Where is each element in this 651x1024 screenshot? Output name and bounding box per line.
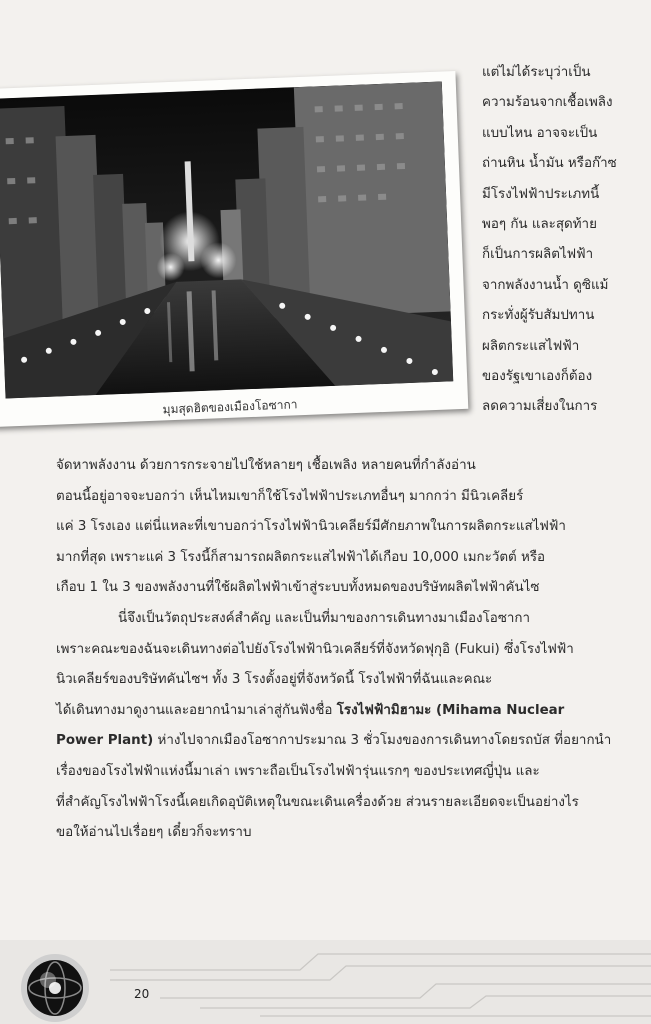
- photo-caption: มุมสุดฮิตของเมืองโอซากา: [162, 397, 298, 417]
- text-run: ได้เดินทางมาดูงานและอยากนำมาเล่าสู่กันฟังชื่อ: [56, 702, 337, 718]
- text-line: ที่สำคัญโรงไฟฟ้าโรงนี้เคยเกิดอุบัติเหตุในขณะเดินเครื่องด้วย ส่วนรายละเอียดจะเป็นอย่างไร: [56, 794, 579, 810]
- text-line: เกือบ 1 ใน 3 ของพลังงานที่ใช้ผลิตไฟฟ้าเข้าสู่ระบบทั้งหมดของบริษัทผลิตไฟฟ้าคันไซ: [56, 580, 540, 596]
- text-line: [56, 726, 636, 757]
- text-line: มากที่สุด เพราะแค่ 3 โรงนี้ก็สามารถผลิตกระแสไฟฟ้าได้เกือบ 10,000 เมกะวัตต์ หรือ: [56, 549, 546, 565]
- photo-card: [0, 71, 468, 427]
- text-line: ความร้อนจากเชื้อเพลิง: [482, 95, 613, 111]
- text-line: ถ่านหิน น้ำมัน หรือก๊าซ: [482, 156, 617, 172]
- text-line: แค่ 3 โรงเอง แต่นี่แหละที่เขาบอกว่าโรงไฟฟ้านิวเคลียร์มีศักยภาพในการผลิตกระแสไฟฟ้า: [56, 519, 566, 535]
- body-text: [56, 451, 636, 849]
- text-line: เรื่องของโรงไฟฟ้าแห่งนี้มาเล่า เพราะถือเป็นโรงไฟฟ้ารุ่นแรกๆ ของประเทศญี่ปุ่น และ: [56, 763, 540, 779]
- plant-name-bold: โรงไฟฟ้ามิฮามะ (Mihama Nuclear: [336, 702, 565, 718]
- text-line: มีโรงไฟฟ้าประเภทนี้: [482, 186, 600, 202]
- text-line: ก็เป็นการผลิตไฟฟ้า: [482, 247, 594, 263]
- text-line: ลดความเสี่ยงในการ: [482, 399, 598, 415]
- atom-globe-logo-icon: [21, 954, 89, 1022]
- text-line: กระทั่งผู้รับสัมปทาน: [482, 308, 595, 324]
- paragraph-start-line: นี่จึงเป็นวัตถุประสงค์สำคัญ และเป็นที่มาของการเดินทางมาเมืองโอซากา: [118, 610, 531, 626]
- page-footer: [0, 940, 651, 1024]
- text-line: จากพลังงานน้ำ ดูซิแม้: [482, 277, 609, 293]
- text-line: ผลิตกระแสไฟฟ้า: [482, 338, 580, 354]
- text-line: แต่ไม่ได้ระบุว่าเป็น: [482, 65, 591, 80]
- text-line: นิวเคลียร์ของบริษัทคันไซฯ ทั้ง 3 โรงตั้งอยู่ที่จังหวัดนี้ โรงไฟฟ้าที่ฉันและคณะ: [56, 672, 493, 688]
- circuit-decoration: [0, 940, 651, 1024]
- text-line: ตอนนี้อยู่อาจจะบอกว่า เห็นไหมเขาก็ใช้โรงไฟฟ้าประเภทอื่นๆ มากกว่า มีนิวเคลียร์: [56, 488, 524, 504]
- text-line: เพราะคณะของฉันจะเดินทางต่อไปยังโรงไฟฟ้านิวเคลียร์ที่จังหวัดฟุกุอิ (Fukui) ซึ่งโรงไฟฟ้า: [56, 641, 574, 657]
- text-line: ของรัฐเขาเองก็ต้อง: [482, 368, 593, 384]
- osaka-canal-photo: [0, 82, 453, 399]
- text-line: [56, 696, 636, 727]
- text-line: จัดหาพลังงาน ด้วยการกระจายไปใช้หลายๆ เชื้อเพลิง หลายคนที่กำลังอ่าน: [56, 458, 476, 473]
- side-column-text: [482, 58, 642, 423]
- text-run: ห่างไปจากเมืองโอซากาประมาณ 3 ชั่วโมงของการเดินทางโดยรถบัส ที่อยากนำ: [153, 733, 612, 749]
- plant-name-bold: Power Plant): [56, 733, 154, 749]
- text-line: แบบไหน อาจจะเป็น: [482, 125, 598, 141]
- page-number: 20: [134, 987, 150, 1001]
- text-line: พอๆ กัน และสุดท้าย: [482, 216, 597, 232]
- text-line: ขอให้อ่านไปเรื่อยๆ เดี๋ยวก็จะทราบ: [56, 825, 252, 841]
